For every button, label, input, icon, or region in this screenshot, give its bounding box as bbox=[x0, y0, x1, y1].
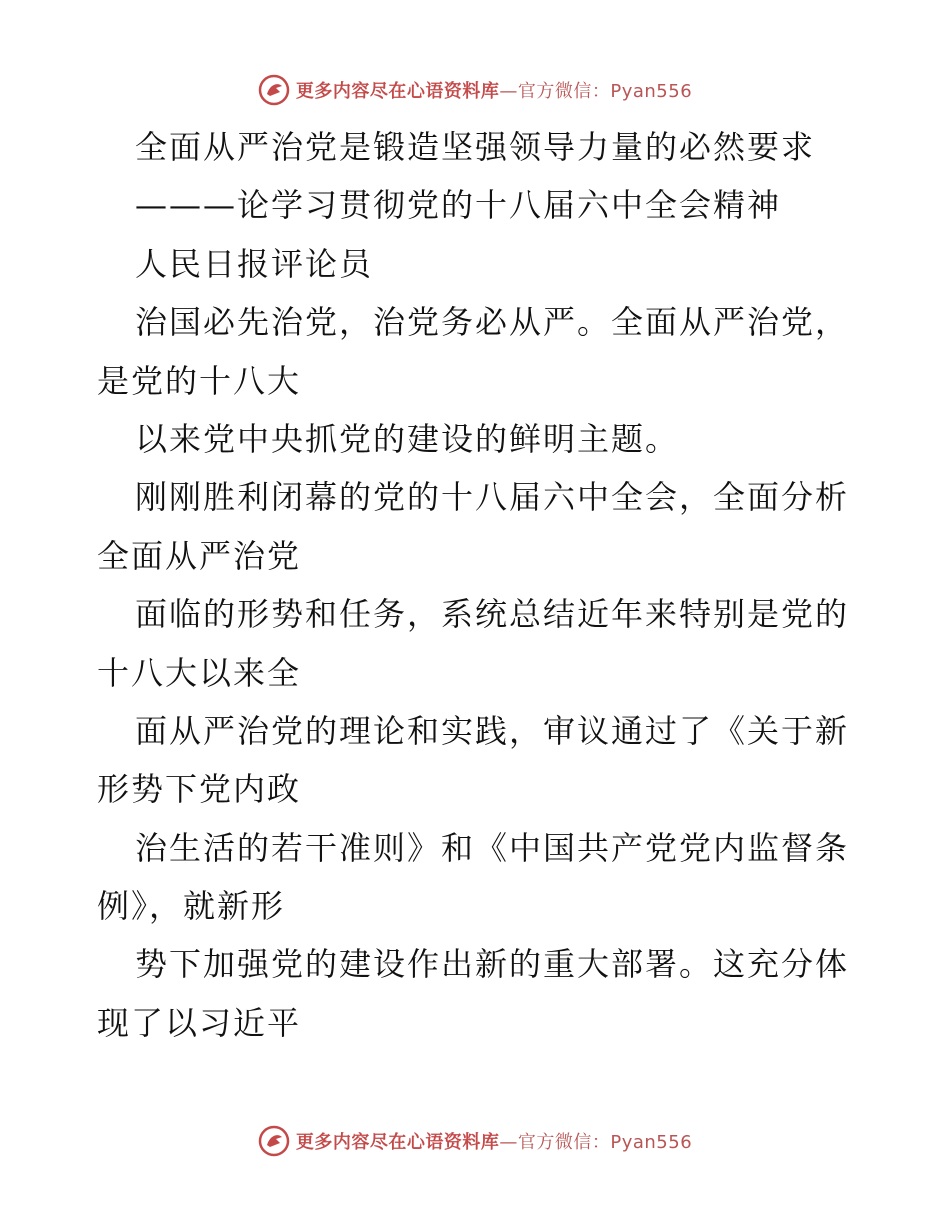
text-line: 全面从严治党 bbox=[97, 536, 302, 575]
logo-icon bbox=[258, 74, 290, 106]
footer-watermark bbox=[0, 1121, 950, 1161]
document-body bbox=[97, 118, 867, 1052]
text-line: 是党的十八大 bbox=[97, 361, 302, 400]
watermark-main-text: 更多内容尽在心语资料库 bbox=[295, 81, 500, 102]
text-line: 十八大以来全 bbox=[97, 653, 302, 692]
logo-icon bbox=[258, 1125, 290, 1157]
text-line: 形势下党内政 bbox=[97, 770, 302, 809]
text-line: 现了以习近平 bbox=[97, 1003, 302, 1042]
text-line: 面临的形势和任务，系统总结近年来特别是党的 bbox=[135, 595, 850, 634]
text-line: 治生活的若干准则》和《中国共产党党内监督条 bbox=[135, 828, 850, 867]
document-subtitle: ———论学习贯彻党的十八届六中全会精神 bbox=[135, 186, 782, 225]
text-line: 刚刚胜利闭幕的党的十八届六中全会，全面分析 bbox=[135, 478, 850, 517]
text-line: 面从严治党的理论和实践，审议通过了《关于新 bbox=[135, 711, 850, 750]
watermark-main-text: 更多内容尽在心语资料库 bbox=[295, 1132, 500, 1153]
text-line: 治国必先治党，治党务必从严。全面从严治党， bbox=[135, 303, 850, 342]
header-watermark bbox=[0, 70, 950, 110]
watermark-sub-text: —官方微信：Pyan556 bbox=[499, 1132, 693, 1153]
document-author: 人民日报评论员 bbox=[135, 244, 374, 283]
document-title: 全面从严治党是锻造坚强领导力量的必然要求 bbox=[135, 128, 816, 166]
text-line: 势下加强党的建设作出新的重大部署。这充分体 bbox=[135, 945, 850, 984]
text-line: 以来党中央抓党的建设的鲜明主题。 bbox=[135, 419, 680, 458]
watermark-sub-text: —官方微信：Pyan556 bbox=[499, 81, 693, 102]
text-line: 例》，就新形 bbox=[97, 887, 286, 926]
